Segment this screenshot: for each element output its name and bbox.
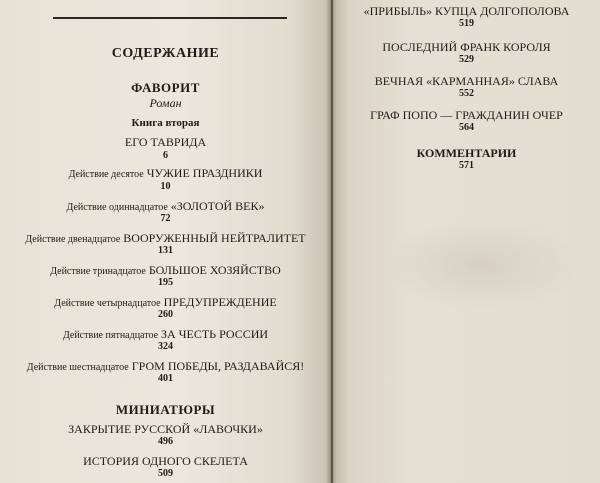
toc-entry-prefix: Действие шестнадцатое — [26, 362, 129, 373]
toc-entry-page: 564 — [459, 122, 474, 133]
toc-entry-title: ЕГО ТАВРИДА — [124, 135, 207, 149]
toc-entry-prefix: Действие пятнадцатое — [62, 330, 159, 341]
toc-entry-page: 496 — [158, 436, 173, 447]
toc-entry-prefix: Действие десятое — [68, 169, 144, 180]
toc-entry-title: ИСТОРИЯ ОДНОГО СКЕЛЕТА — [83, 454, 248, 468]
toc-entry-page: 529 — [459, 54, 474, 65]
toc-entry-page: 324 — [158, 341, 173, 352]
toc-entry-prefix: Действие четырнадцатое — [54, 298, 161, 309]
toc-entry — [0, 263, 331, 278]
toc-entry-page: 260 — [158, 309, 173, 320]
toc-entry — [0, 422, 331, 437]
toc-entry-title: ПРЕДУПРЕЖДЕНИЕ — [163, 295, 277, 309]
toc-entry — [0, 135, 331, 150]
paper-shadow — [380, 220, 580, 310]
toc-entry-title: «ПРИБЫЛЬ» КУПЦА ДОЛГОПОЛОВА — [363, 4, 570, 18]
toc-entry — [0, 454, 331, 469]
toc-entry — [0, 166, 331, 181]
section-title-miniatures: МИНИАТЮРЫ — [115, 402, 216, 417]
toc-entry-page: 552 — [459, 88, 474, 99]
comments-page: 571 — [459, 160, 474, 171]
toc-entry-title: ЗА ЧЕСТЬ РОССИИ — [161, 327, 269, 341]
top-rule — [53, 17, 287, 19]
toc-entry-title: ГРОМ ПОБЕДЫ, РАЗДАВАЙСЯ! — [131, 359, 305, 373]
comments-title: КОММЕНТАРИИ — [416, 146, 517, 160]
toc-entry-prefix: Действие одиннадцатое — [66, 202, 168, 213]
toc-entry-title: «ЗОЛОТОЙ ВЕК» — [170, 199, 265, 213]
toc-entry — [0, 295, 331, 310]
toc-entry — [0, 231, 331, 246]
toc-entry-page: 519 — [459, 18, 474, 29]
toc-entry-page: 509 — [158, 468, 173, 479]
toc-entry — [0, 359, 331, 374]
section-title-favorit: ФАВОРИТ — [131, 80, 200, 95]
toc-entry-page: 10 — [160, 181, 171, 192]
toc-entry — [0, 327, 331, 342]
toc-entry-page: 6 — [163, 150, 168, 161]
section-subtitle: Роман — [149, 96, 182, 110]
contents-heading: СОДЕРЖАНИЕ — [111, 46, 220, 61]
toc-entry — [333, 4, 600, 19]
toc-entry-title: ПОСЛЕДНИЙ ФРАНК КОРОЛЯ — [382, 40, 551, 54]
toc-entry-title: ЗАКРЫТИЕ РУССКОЙ «ЛАВОЧКИ» — [68, 422, 263, 436]
toc-entry — [333, 108, 600, 123]
toc-entry-title: БОЛЬШОЕ ХОЗЯЙСТВО — [148, 263, 281, 277]
toc-entry — [333, 40, 600, 55]
book-gutter — [326, 0, 336, 483]
toc-entry-title: ЧУЖИЕ ПРАЗДНИКИ — [146, 166, 263, 180]
toc-entry-title: ВООРУЖЕННЫЙ НЕЙТРАЛИТЕТ — [123, 231, 306, 245]
toc-entry-prefix: Действие тринадцатое — [50, 266, 146, 277]
toc-entry-page: 401 — [158, 373, 173, 384]
toc-entry — [0, 199, 331, 214]
toc-entry-page: 131 — [158, 245, 173, 256]
toc-entry-prefix: Действие двенадцатое — [25, 234, 121, 245]
toc-entry-page: 195 — [158, 277, 173, 288]
toc-entry-page: 72 — [160, 213, 171, 224]
toc-entry-title: ГРАФ ПОПО — ГРАЖДАНИН ОЧЕР — [370, 108, 563, 122]
toc-entry-title: ВЕЧНАЯ «КАРМАННАЯ» СЛАВА — [374, 74, 559, 88]
toc-entry — [333, 74, 600, 89]
book-label: Книга вторая — [131, 117, 200, 129]
